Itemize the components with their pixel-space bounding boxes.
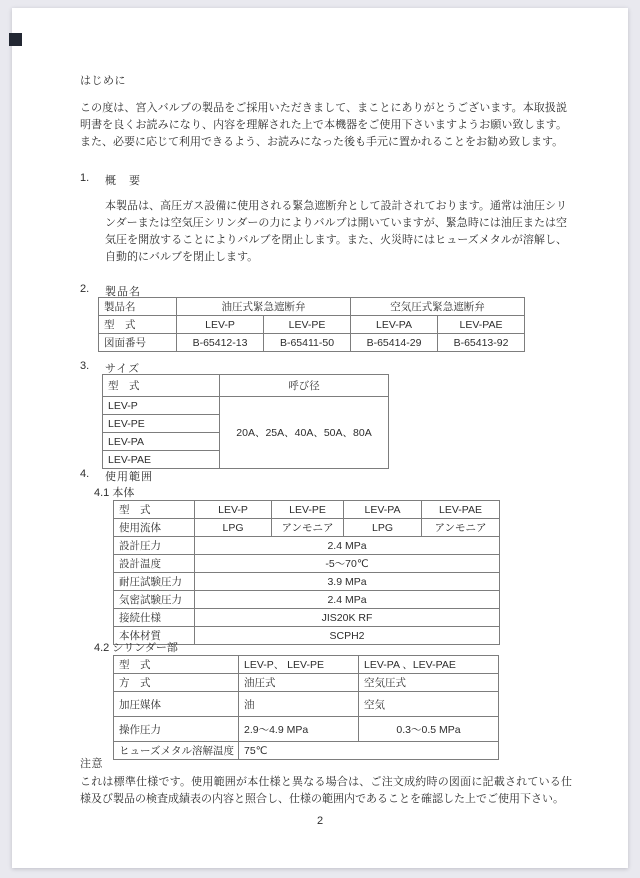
table-cell: LEV-P [195, 501, 272, 519]
table-row [99, 298, 525, 316]
table-cell: -5～70℃ [195, 555, 500, 573]
table-row [114, 555, 500, 573]
table-row [103, 397, 389, 415]
table-cell: LEV-PA [103, 433, 220, 451]
note-heading: 注意 [80, 758, 103, 770]
table-cell-label: 製品名 [99, 298, 177, 316]
table-cell-label: 型 式 [103, 375, 220, 397]
table-cell: LPG [195, 519, 272, 537]
table-cell: LEV-P、 LEV-PE [239, 656, 359, 674]
table-cell: 油 [239, 692, 359, 717]
section-3-heading [12, 360, 628, 375]
table-cell: B-65412-13 [177, 334, 264, 352]
page-number: 2 [316, 815, 324, 827]
table-cell: B-65411-50 [264, 334, 351, 352]
section-1-paragraph: 本製品は、高圧ガス設備に使用される緊急遮断弁として設計されております。通常は油圧シリンダーまたは空気圧シリンダーの力によりバルブは開いていますが、緊急時には油圧または空気圧を開放することによりバルブを閉止します。また、火災時にはヒューズメタルが溶解し、自動的にバルブを閉止します。 [105, 200, 567, 263]
table-cell: 3.9 MPa [195, 573, 500, 591]
cylinder-spec-table [113, 655, 499, 760]
table-cell-label: 方 式 [114, 674, 239, 692]
section-4-1-number: 4.1 [94, 487, 110, 499]
body-spec-table [113, 500, 500, 645]
size-table [102, 374, 389, 469]
table-cell: B-65413-92 [438, 334, 525, 352]
table-cell: LEV-PE [264, 316, 351, 334]
table-row [114, 537, 500, 555]
table-cell: LEV-PAE [103, 451, 220, 469]
table-row [114, 573, 500, 591]
section-2-number: 2. [80, 283, 90, 295]
table-row [114, 692, 499, 717]
table-cell: LEV-PA 、LEV-PAE [359, 656, 499, 674]
table-cell-label: ヒューズメタル溶解温度 [114, 742, 239, 760]
table-cell: LEV-PA [351, 316, 438, 334]
table-cell: 油圧式 [239, 674, 359, 692]
product-name-table [98, 297, 525, 352]
table-cell: 2.4 MPa [195, 537, 500, 555]
table-cell-label: 型 式 [99, 316, 177, 334]
table-row [99, 316, 525, 334]
section-4-number: 4. [80, 468, 90, 480]
section-4-1-title: 本体 [112, 487, 135, 499]
table-cell: LEV-P [103, 397, 220, 415]
table-cell: LEV-P [177, 316, 264, 334]
table-cell-label: 型 式 [114, 501, 195, 519]
table-row [114, 501, 500, 519]
table-cell-label: 操作圧力 [114, 717, 239, 742]
table-row [114, 609, 500, 627]
table-row [114, 674, 499, 692]
table-cell: LPG [344, 519, 422, 537]
table-cell: 20A、25A、40A、50A、80A [220, 397, 389, 469]
table-cell-label: 型 式 [114, 656, 239, 674]
intro-paragraph: この度は、宮入バルブの製品をご採用いただきまして、まことにありがとうございます。本取扱説明書を良くお読みになり、内容を理解された上で本機器をご使用下さいますようお願い致します。また、必要に応じて利用できるよう、お読みになった後も手元に置かれることをお勧め致します。 [80, 102, 567, 148]
table-row [103, 375, 389, 397]
table-cell-label: 加圧媒体 [114, 692, 239, 717]
section-3-number: 3. [80, 360, 90, 372]
table-row [99, 334, 525, 352]
table-cell: B-65414-29 [351, 334, 438, 352]
section-4-heading [12, 468, 628, 483]
table-cell: 75℃ [239, 742, 499, 760]
table-cell: LEV-PE [272, 501, 344, 519]
table-cell: LEV-PAE [422, 501, 500, 519]
table-cell: 空気圧式緊急遮断弁 [351, 298, 525, 316]
section-4-2-title: シリンダー部 [112, 642, 178, 654]
section-1-title: 概 要 [105, 175, 141, 187]
section-1-number: 1. [80, 172, 90, 184]
table-cell: 空気圧式 [359, 674, 499, 692]
table-cell-label: 本体材質 [114, 627, 195, 645]
table-cell: SCPH2 [195, 627, 500, 645]
table-cell-label: 設計圧力 [114, 537, 195, 555]
table-row [114, 591, 500, 609]
section-2-title: 製品名 [105, 286, 141, 298]
section-4-title: 使用範囲 [105, 471, 153, 483]
table-row [114, 656, 499, 674]
table-cell-label: 耐圧試験圧力 [114, 573, 195, 591]
table-cell-label: 使用流体 [114, 519, 195, 537]
note-paragraph: これは標準仕様です。使用範囲が本仕様と異なる場合は、ご注文成約時の図面に記載されている仕様及び製品の検査成績表の内容と照合し、仕様の範囲内であることを確認した上でご使用下さい。 [80, 776, 572, 805]
section-2-heading [12, 283, 628, 298]
table-row [114, 519, 500, 537]
table-cell: 0.3～0.5 MPa [359, 717, 499, 742]
table-cell: LEV-PAE [438, 316, 525, 334]
section-3-title: サイズ [105, 363, 141, 375]
table-cell: アンモニア [422, 519, 500, 537]
intro-heading: はじめに [80, 75, 126, 87]
table-cell-label: 設計温度 [114, 555, 195, 573]
table-cell: LEV-PA [344, 501, 422, 519]
section-1-heading [12, 172, 628, 187]
table-cell: 2.4 MPa [195, 591, 500, 609]
table-cell: 呼び径 [220, 375, 389, 397]
document-page [12, 8, 628, 868]
table-cell: LEV-PE [103, 415, 220, 433]
table-cell-label: 気密試験圧力 [114, 591, 195, 609]
table-cell: 油圧式緊急遮断弁 [177, 298, 351, 316]
table-cell: JIS20K RF [195, 609, 500, 627]
table-cell-label: 接続仕様 [114, 609, 195, 627]
table-cell: アンモニア [272, 519, 344, 537]
corner-marker [9, 33, 22, 46]
table-row [114, 742, 499, 760]
table-cell: 空気 [359, 692, 499, 717]
section-4-2-number: 4.2 [94, 642, 110, 654]
table-row [114, 717, 499, 742]
table-cell: 2.9～4.9 MPa [239, 717, 359, 742]
table-cell-label: 図面番号 [99, 334, 177, 352]
